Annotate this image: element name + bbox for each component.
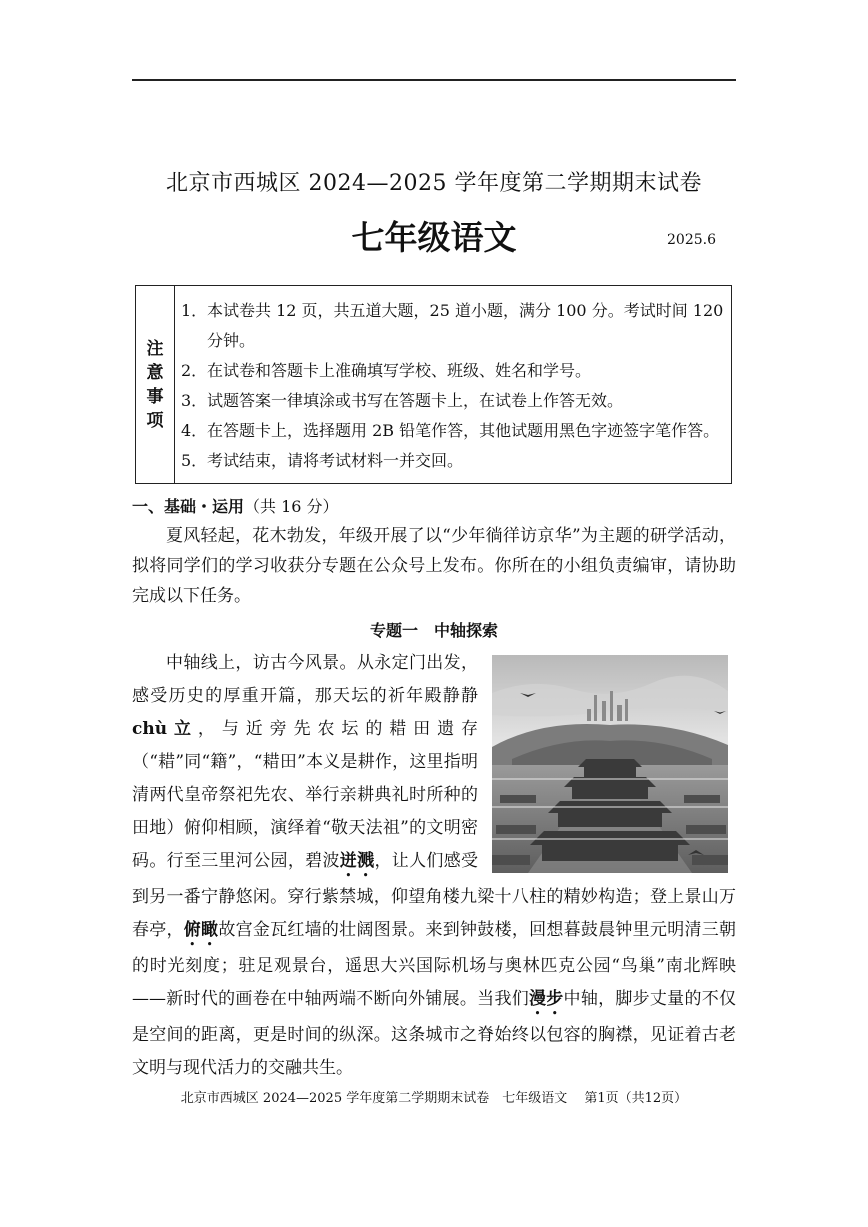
notice-item-text: 在答题卡上，选择题用 2B 铅笔作答，其他试题用黑色字迹签字笔作答。	[207, 421, 720, 440]
passage-text: ，让人们感受到另一番宁静悠闲。穿行紫禁城，仰望角楼九梁十八柱的精妙构造；登上景山万春亭，	[132, 851, 736, 940]
section-intro: 夏风轻起，花木勃发，年级开展了以“少年徜徉访京华”为主题的研学活动，拟将同学们的学习收获分专题在公众号上发布。你所在的小组负责编审，请协助完成以下任务。	[132, 526, 736, 606]
passage-text: 故宫金瓦红墙的壮阔图景。来到钟鼓楼，回想暮鼓晨钟里元明清三朝的时光刻度；驻足观景台，遥思大兴国际机场与奥林匹克公园“鸟巢”南北辉映——新时代的画卷在中轴两端不断向外铺展。当我们	[132, 920, 737, 1009]
notice-label	[136, 286, 175, 483]
top-rule	[132, 79, 736, 81]
central-axis-illustration	[492, 655, 728, 873]
notice-box	[135, 285, 732, 484]
dotted-word-fukan: 俯瞰	[183, 920, 219, 940]
dotted-word-bengjian: 迸溅	[339, 851, 375, 871]
notice-label-char: 事	[146, 386, 164, 407]
notice-label-char: 意	[146, 362, 164, 383]
notice-item-text: 试题答案一律填涂或书写在答题卡上，在试卷上作答无效。	[207, 391, 624, 410]
notice-item-number: 4．	[181, 421, 208, 440]
notice-item	[181, 446, 726, 476]
notice-list	[181, 296, 726, 476]
section-heading	[132, 494, 339, 517]
section-title: 一、基础・运用	[132, 497, 245, 516]
exam-date: 2025.6	[667, 232, 716, 248]
page-footer: 北京市西城区 2024—2025 学年度第二学期期末试卷 七年级语文 第1页（共12页）	[180, 1091, 688, 1106]
notice-item	[181, 386, 726, 416]
passage-text: ，与近旁先农坛的耤田遗存（“耤”同“籍”，“耤田”本义是耕作，这里指明清两代皇帝祭祀先农、举行亲耕典礼时所种的田地）俯仰相顾，演绎着“敬天法祖”的文明密码。行至三里河公园，碧波	[132, 719, 478, 871]
subject-title: 七年级语文	[351, 218, 517, 257]
passage-text: 中轴线上，访古今风景。从永定门出发，感受历史的厚重开篇，那天坛的祈年殿静静	[132, 653, 478, 706]
notice-item	[181, 296, 726, 356]
notice-label-char: 项	[146, 410, 164, 431]
notice-item-text: 本试卷共 12 页，共五道大题，25 道小题，满分 100 分。考试时间 120 分钟。	[207, 301, 724, 350]
notice-item-text: 在试卷和答题卡上准确填写学校、班级、姓名和学号。	[207, 361, 592, 380]
notice-item-number: 5．	[181, 451, 208, 470]
exam-title: 北京市西城区 2024—2025 学年度第二学期期末试卷	[166, 171, 702, 196]
passage-text: 中轴，脚步丈量的不仅是空间的距离，更是时间的纵深。这条城市之脊始终以包容的胸襟，见证着古老文明与现代活力的交融共生。	[132, 989, 737, 1078]
notice-item-number: 1．	[181, 301, 208, 320]
section-points: （共 16 分）	[244, 497, 339, 516]
notice-item-number: 3．	[181, 391, 208, 410]
reading-passage	[132, 647, 736, 1085]
notice-label-char: 注	[146, 338, 164, 359]
notice-item-number: 2．	[181, 361, 208, 380]
pinyin-word-chuli: chù立	[132, 719, 198, 739]
notice-item	[181, 416, 726, 446]
topic-heading: 专题一 中轴探索	[369, 621, 498, 640]
dotted-word-manbu: 漫步	[529, 989, 564, 1009]
notice-item-text: 考试结束，请将考试材料一并交回。	[207, 451, 464, 470]
notice-item	[181, 356, 726, 386]
